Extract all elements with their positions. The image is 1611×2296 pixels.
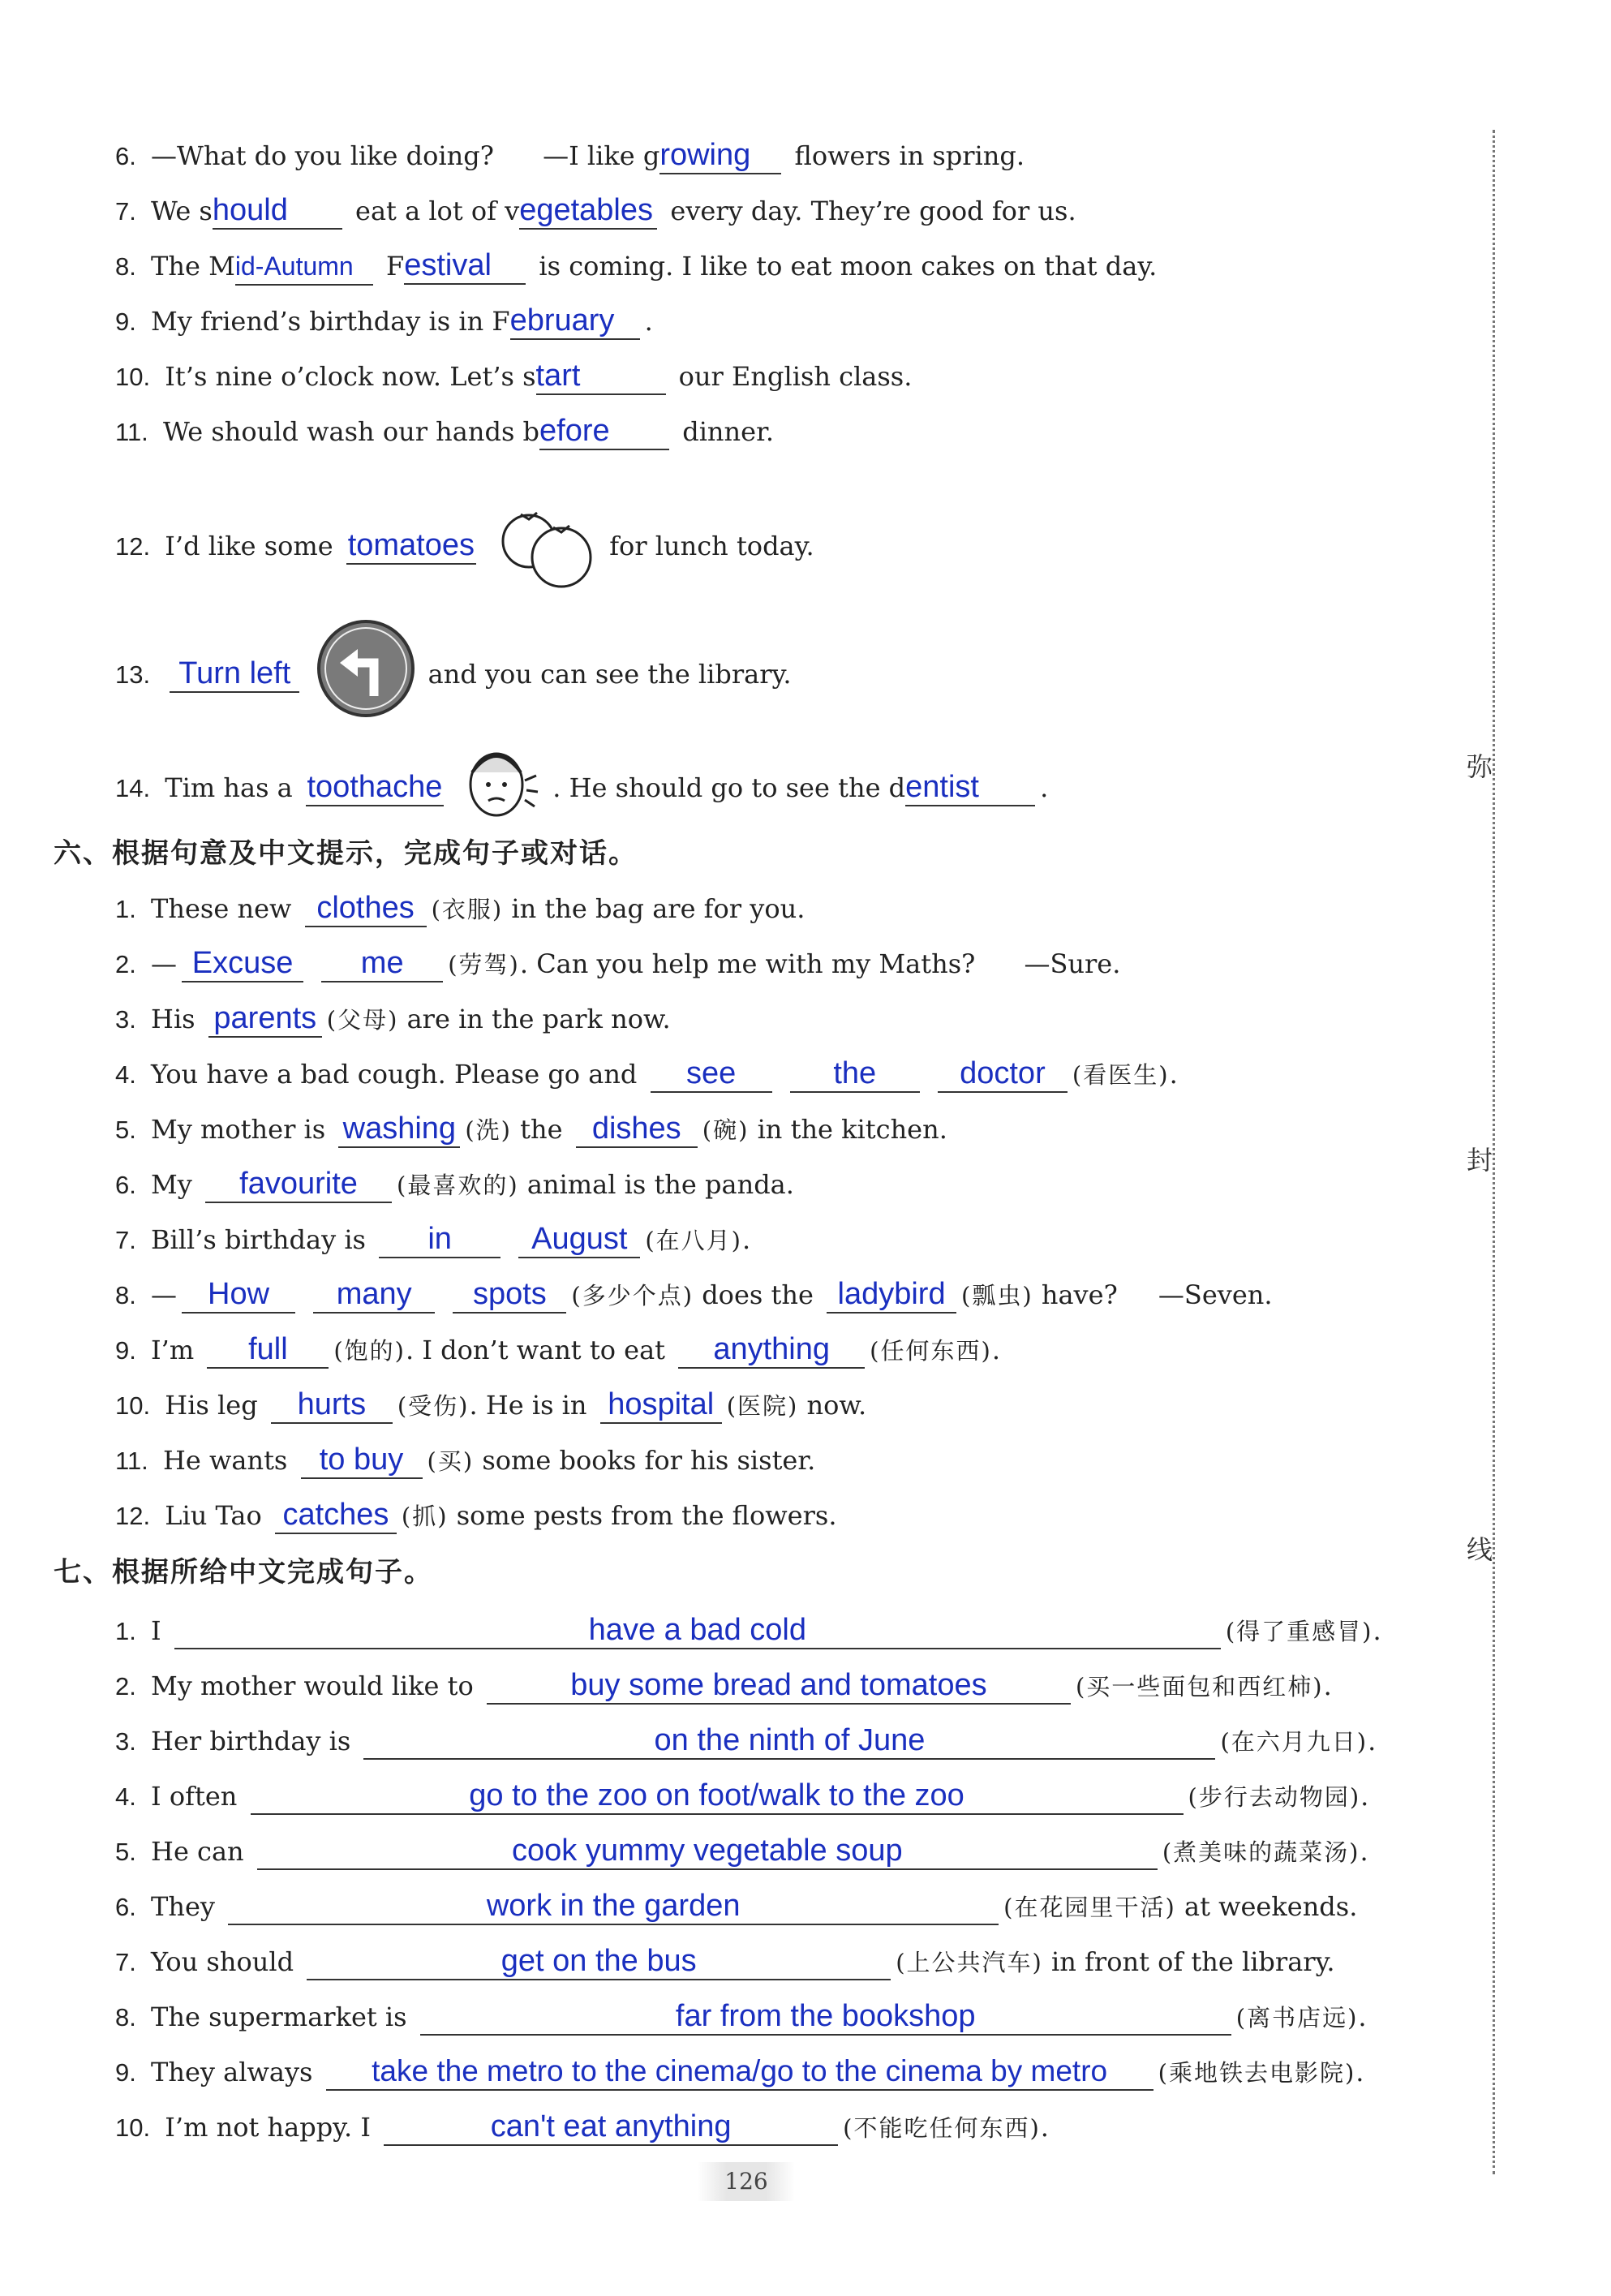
s6-question-9: 9. I’m full (饱的). I don’t want to eat anything (任何东西). xyxy=(115,1329,1000,1371)
answer-blank: favourite xyxy=(205,1166,392,1203)
s6-question-1: 1. These new clothes (衣服) in the bag are for you. xyxy=(115,888,805,930)
s7-question-4: 4. I often go to the zoo on foot/walk to the zoo (步行去动物园). xyxy=(115,1775,1368,1817)
answer-blank: hurts xyxy=(271,1387,393,1424)
s7-question-10: 10. I’m not happy. I can't eat anything (不能吃任何东西). xyxy=(115,2106,1049,2148)
s6-question-4: 4. You have a bad cough. Please go and see the doctor (看医生). xyxy=(115,1053,1178,1095)
answer-blank: clothes xyxy=(305,890,427,927)
s5-question-11: 11. We should wash our hands before dinner. xyxy=(115,411,774,453)
tomatoes-picture xyxy=(492,497,598,594)
answer-blank: rowing xyxy=(659,137,781,174)
s7-question-5: 5. He can cook yummy vegetable soup (煮美味的蔬菜汤). xyxy=(115,1830,1368,1872)
s5-question-14: 14. Tim has a toothache . He should go to see the dentist . xyxy=(115,740,1048,782)
s7-question-9: 9. They always take the metro to the cinema/go to the cinema by metro (乘地铁去电影院). xyxy=(115,2051,1364,2093)
s6-question-7: 7. Bill’s birthday is in August (在八月). xyxy=(115,1219,750,1261)
answer-blank: efore xyxy=(539,413,669,450)
s7-question-7: 7. You should get on the bus (上公共汽车) in front of the library. xyxy=(115,1941,1335,1983)
answer-blank: spots xyxy=(453,1276,566,1314)
answer-blank: the xyxy=(790,1056,920,1093)
answer-blank: toothache xyxy=(306,769,444,806)
answer-blank: full xyxy=(207,1331,329,1369)
answer-blank: many xyxy=(313,1276,435,1314)
s6-question-12: 12. Liu Tao catches (抓) some pests from the flowers. xyxy=(115,1494,837,1537)
answer-blank: buy some bread and tomatoes xyxy=(487,1667,1071,1705)
s6-question-10: 10. His leg hurts (受伤). He is in hospital (医院) now. xyxy=(115,1384,866,1426)
side-char-2: 封 xyxy=(1467,1145,1493,1176)
answer-blank: hould xyxy=(213,192,342,230)
s6-question-11: 11. He wants to buy (买) some books for his sister. xyxy=(115,1439,815,1481)
s5-question-9: 9. My friend’s birthday is in February . xyxy=(115,300,653,342)
answer-blank: egetables xyxy=(519,192,657,230)
binding-line xyxy=(1493,130,1495,2174)
s5-question-6: 6. —What do you like doing? —I like growing flowers in spring. xyxy=(115,135,1025,177)
answer-blank: get on the bus xyxy=(307,1943,891,1980)
s5-question-7: 7. We should eat a lot of vegetables every day. They’re good for us. xyxy=(115,190,1076,232)
answer-blank: entist xyxy=(905,769,1035,806)
answer-blank: washing xyxy=(338,1111,460,1148)
answer-blank: to buy xyxy=(301,1442,423,1479)
answer-blank: work in the garden xyxy=(228,1888,999,1925)
answer-blank: me xyxy=(321,945,443,982)
section-6-heading: 六、根据句意及中文提示，完成句子或对话。 xyxy=(54,837,638,870)
answer-blank: id-Autumn xyxy=(235,248,373,286)
answer-blank: hospital xyxy=(600,1387,722,1424)
s6-question-2: 2. — Excuse me (劳驾). Can you help me with my Maths? —Sure. xyxy=(115,943,1120,985)
s7-question-1: 1. I have a bad cold (得了重感冒). xyxy=(115,1610,1381,1652)
answer-blank: take the metro to the cinema/go to the cinema by metro xyxy=(326,2053,1153,2091)
answer-blank: dishes xyxy=(576,1111,698,1148)
s5-question-10: 10. It’s nine o’clock now. Let’s start our English class. xyxy=(115,355,912,398)
toothache-boy-picture xyxy=(460,740,541,829)
answer-blank: tart xyxy=(536,358,666,395)
answer-blank: see xyxy=(651,1056,772,1093)
answer-blank: estival xyxy=(404,247,526,285)
answer-blank: can't eat anything xyxy=(384,2109,838,2146)
answer-blank: on the ninth of June xyxy=(363,1722,1215,1760)
answer-blank: August xyxy=(518,1221,640,1258)
page-number: 126 xyxy=(698,2162,795,2201)
s5-question-13: 13. Turn left and you can see the library. xyxy=(115,618,792,660)
answer-blank: in xyxy=(379,1221,500,1258)
answer-blank: go to the zoo on foot/walk to the zoo xyxy=(251,1778,1184,1815)
side-char-3: 线 xyxy=(1467,1534,1493,1565)
turn-left-sign-icon xyxy=(316,618,416,719)
answer-blank: cook yummy vegetable soup xyxy=(257,1833,1158,1870)
answer-blank: Turn left xyxy=(170,656,299,693)
answer-blank: ladybird xyxy=(827,1276,956,1314)
answer-blank: Excuse xyxy=(182,945,303,982)
s5-question-8: 8. The Mid-Autumn Festival is coming. I like to eat moon cakes on that day. xyxy=(115,245,1157,287)
s7-question-2: 2. My mother would like to buy some bread and tomatoes (买一些面包和西红柿). xyxy=(115,1665,1332,1707)
s6-question-6: 6. My favourite (最喜欢的) animal is the panda. xyxy=(115,1163,794,1206)
answer-blank: far from the bookshop xyxy=(420,1998,1231,2036)
s5-question-12: 12. I’d like some tomatoes for lunch today. xyxy=(115,497,814,539)
answer-blank: anything xyxy=(678,1331,865,1369)
s6-question-5: 5. My mother is washing (洗) the dishes (碗) in the kitchen. xyxy=(115,1108,947,1150)
answer-blank: doctor xyxy=(938,1056,1068,1093)
answer-blank: How xyxy=(182,1276,295,1314)
answer-blank: tomatoes xyxy=(346,527,476,565)
answer-blank: catches xyxy=(275,1497,397,1534)
s7-question-3: 3. Her birthday is on the ninth of June (在六月九日). xyxy=(115,1720,1376,1762)
s6-question-3: 3. His parents (父母) are in the park now. xyxy=(115,998,671,1040)
s6-question-8: 8. — How many spots (多少个点) does the ladybird (瓢虫) have? —Seven. xyxy=(115,1274,1273,1316)
s7-question-8: 8. The supermarket is far from the bookshop (离书店远). xyxy=(115,1996,1367,2038)
side-char-1: 弥 xyxy=(1467,751,1493,782)
answer-blank: ebruary xyxy=(510,303,640,340)
s7-question-6: 6. They work in the garden (在花园里干活) at weekends. xyxy=(115,1885,1357,1928)
answer-blank: have a bad cold xyxy=(174,1612,1221,1649)
answer-blank: parents xyxy=(208,1000,322,1038)
section-7-heading: 七、根据所给中文完成句子。 xyxy=(54,1556,433,1589)
